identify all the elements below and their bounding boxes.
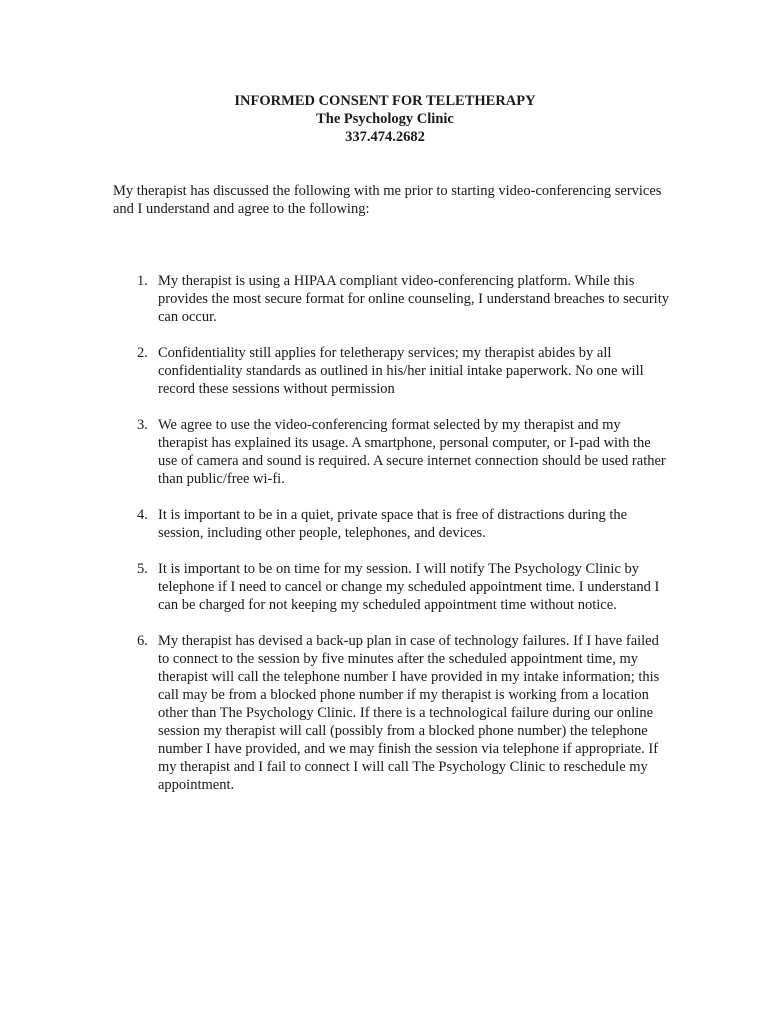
clause-number: 2. xyxy=(137,345,148,361)
document-title: INFORMED CONSENT FOR TELETHERAPY xyxy=(234,93,536,109)
consent-clause-5 xyxy=(113,560,673,614)
document-header xyxy=(0,92,770,146)
clause-text: It is important to be on time for my session. I will notify The Psychology Clinic by telephone if I need to cancel or change my scheduled appointment time. I understand I can be charged for not keeping my scheduled appointment time without notice. xyxy=(158,561,660,613)
clause-text: My therapist is using a HIPAA compliant video-conferencing platform. While this provides the most secure format for online counseling, I understand breaches to security can occur. xyxy=(158,273,669,325)
clause-number: 4. xyxy=(137,507,148,523)
clause-text: My therapist has devised a back-up plan in case of technology failures. If I have failed to connect to the session by five minutes after the scheduled appointment time, my therapist will call the telephone number I have provided in my intake information; this call may be from a blocked phone number if my therapist is working from a location other than The Psychology Clinic. If there is a technological failure during our online session my therapist will call (possibly from a blocked phone number) the telephone number I have provided, and we may finish the session via telephone if appropriate. If my therapist and I fail to connect I will call The Psychology Clinic to reschedule my appointment. xyxy=(158,633,660,793)
clause-number: 5. xyxy=(137,561,148,577)
consent-clause-4 xyxy=(113,506,673,542)
clinic-phone: 337.474.2682 xyxy=(345,129,425,145)
clause-number: 3. xyxy=(137,417,148,433)
consent-clause-1 xyxy=(113,272,673,326)
consent-clause-6 xyxy=(113,632,673,794)
clause-number: 1. xyxy=(137,273,148,289)
consent-clause-3 xyxy=(113,416,673,488)
clause-text: We agree to use the video-conferencing format selected by my therapist and my therapist has explained its usage. A smartphone, personal computer, or I-pad with the use of camera and sound is required. A secure internet connection should be used rather than public/free wi-fi. xyxy=(158,417,666,487)
intro-paragraph: My therapist has discussed the following with me prior to starting video-conferencing services and I understand and agree to the following: xyxy=(113,183,662,217)
clinic-name: The Psychology Clinic xyxy=(316,111,454,127)
consent-clause-2 xyxy=(113,344,673,398)
clause-text: It is important to be in a quiet, private space that is free of distractions during the session, including other people, telephones, and devices. xyxy=(158,507,628,541)
clause-text: Confidentiality still applies for teletherapy services; my therapist abides by all confidentiality standards as outlined in his/her initial intake paperwork. No one will record these sessions without permission xyxy=(158,345,644,397)
consent-clauses-list xyxy=(113,272,673,812)
clause-number: 6. xyxy=(137,633,148,649)
